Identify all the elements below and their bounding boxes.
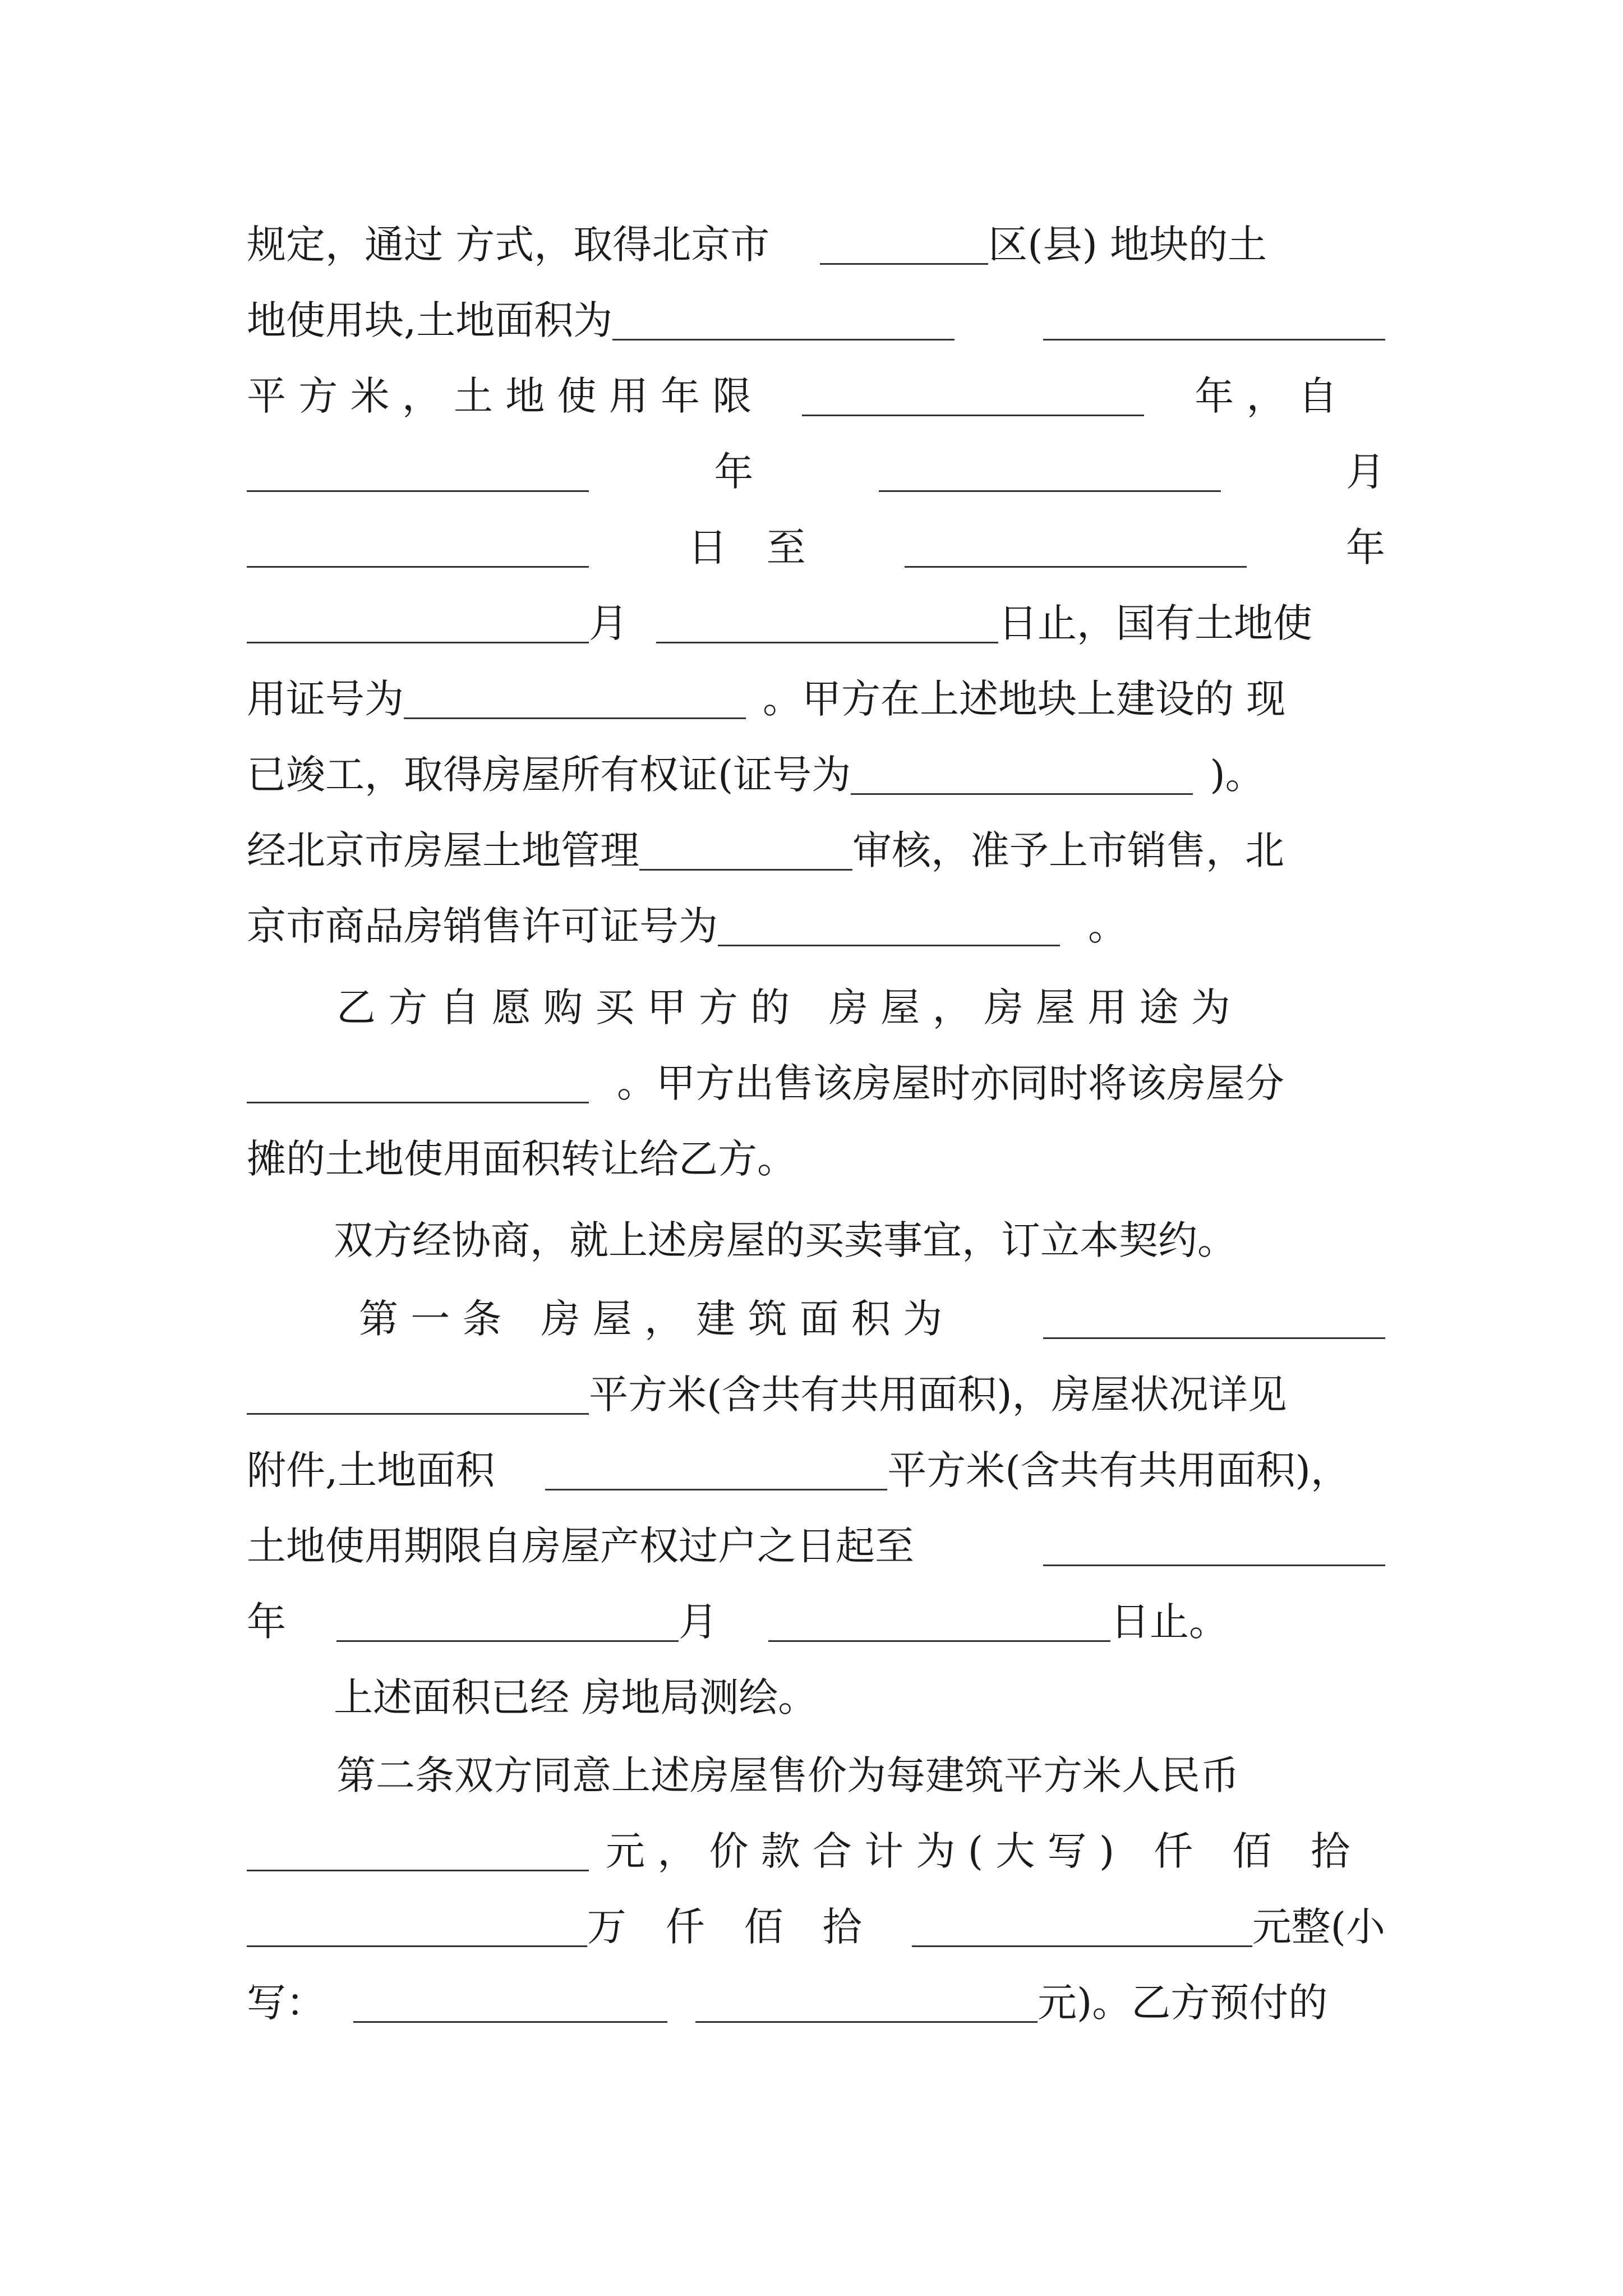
text-segment: 区(县) 地块的土 — [988, 222, 1267, 268]
text-segment: 第二条双方同意上述房屋售价为每建筑平方米人民币 — [336, 1752, 1239, 1798]
line-20 — [334, 1667, 1385, 1728]
blank-total-uppercase — [247, 1907, 587, 1947]
blank-land-area-2 — [1043, 301, 1385, 341]
text-segment: 京市商品房销售许可证号为 — [247, 903, 718, 949]
blank-term-day — [768, 1602, 1110, 1642]
text-segment: 附件,土地面积 — [247, 1447, 495, 1493]
line-12 — [247, 1052, 1385, 1114]
text-segment: 规定，通过 方式，取得北京市 — [247, 222, 770, 268]
text-segment: 土地使用期限自房屋产权过户之日起至 — [247, 1523, 914, 1569]
text-segment: 已竣工，取得房屋所有权证(证号为 — [247, 752, 851, 798]
blank-building-area — [1043, 1299, 1385, 1339]
line-21 — [336, 1745, 1385, 1806]
line-3 — [247, 365, 1385, 427]
text-segment: 日止，国有土地使 — [998, 600, 1312, 646]
text-segment: 平方米(含共有共用面积)， — [887, 1447, 1350, 1493]
text-segment: 元 ， 价 款 合 计 为 ( 大 写 ) 仟 佰 拾 — [606, 1828, 1350, 1874]
text-segment: 平方米(含共有共用面积)，房屋状况详见 — [589, 1372, 1287, 1418]
line-11 — [336, 977, 1385, 1038]
text-segment: 双方经协商，就上述房屋的买卖事宜，订立本契约。 — [334, 1217, 1237, 1263]
line-2 — [247, 289, 1385, 351]
line-5 — [247, 517, 1385, 578]
line-23 — [247, 1896, 1385, 1958]
line-18 — [247, 1515, 1385, 1577]
line-8 — [247, 744, 1385, 806]
line-17 — [247, 1439, 1385, 1501]
blank-total-uppercase-2 — [912, 1907, 1252, 1947]
blank-from-year — [247, 452, 589, 492]
blank-land-cert-no — [404, 679, 746, 719]
text-segment: 。甲方出售该房屋时亦同时将该房屋分 — [617, 1060, 1284, 1106]
line-7 — [247, 668, 1385, 730]
text-segment: 年 — [714, 449, 754, 495]
blank-to-day — [656, 604, 998, 643]
blank-unit-price — [247, 1832, 589, 1871]
text-segment: 月 — [589, 600, 628, 646]
blank-land-area — [612, 301, 955, 341]
text-segment: 万 仟 佰 拾 — [587, 1904, 862, 1950]
text-segment: 审核，准予上市销售，北 — [852, 827, 1284, 873]
blank-term-year — [1043, 1526, 1385, 1566]
text-segment: 日止。 — [1110, 1599, 1228, 1645]
text-segment: 上述面积已经 房地局测绘。 — [334, 1674, 818, 1720]
blank-land-term — [802, 376, 1144, 416]
text-segment: 。甲方在上述地块上建设的 现 — [763, 676, 1286, 722]
text-segment: 月 — [679, 1599, 718, 1645]
text-segment: 平 方 米 ， 土 地 使 用 年 限 — [247, 373, 752, 419]
blank-to-month — [247, 604, 589, 643]
text-segment: 元整(小 — [1252, 1904, 1385, 1950]
text-segment: 乙 方 自 愿 购 买 甲 方 的 房 屋 ， 房 屋 用 途 为 — [336, 984, 1230, 1030]
line-19 — [247, 1591, 1385, 1653]
line-6 — [247, 592, 1385, 654]
blank-land-area-share — [545, 1451, 887, 1490]
blank-from-month — [879, 452, 1221, 492]
text-segment: 日 至 — [688, 524, 806, 570]
blank-from-day — [247, 528, 589, 568]
text-segment: 用证号为 — [247, 676, 404, 722]
line-16 — [247, 1364, 1385, 1425]
text-segment: 地使用块,土地面积为 — [247, 297, 613, 343]
line-15 — [359, 1288, 1385, 1350]
blank-sale-permit-no — [718, 907, 1060, 946]
blank-total-lowercase — [353, 1983, 667, 2023]
line-24 — [247, 1972, 1385, 2033]
text-segment: 写： — [247, 1980, 325, 2026]
blank-to-year — [905, 528, 1247, 568]
blank-district — [820, 225, 988, 265]
line-1 — [247, 214, 1385, 275]
blank-ownership-cert-no — [851, 755, 1193, 795]
text-segment: 年 — [1345, 524, 1385, 570]
line-9 — [247, 820, 1385, 881]
text-segment: 元)。乙方预付的 — [1038, 1980, 1328, 2026]
text-segment: 。 — [1088, 903, 1127, 949]
blank-usage — [247, 1064, 589, 1103]
text-segment: 月 — [1345, 449, 1385, 495]
line-13 — [247, 1128, 1385, 1190]
blank-authority — [639, 831, 852, 871]
text-segment: )。 — [1210, 752, 1265, 798]
text-segment: 经北京市房屋土地管理 — [247, 827, 639, 873]
text-segment: 摊的土地使用面积转让给乙方。 — [247, 1136, 796, 1182]
text-segment: 年 — [247, 1599, 286, 1645]
line-22 — [247, 1820, 1385, 1882]
line-10 — [247, 895, 1385, 957]
text-segment: 第 一 条 房 屋 ， 建 筑 面 积 为 — [359, 1296, 943, 1342]
blank-term-month — [336, 1602, 679, 1642]
line-14 — [334, 1209, 1385, 1271]
blank-total-lowercase-2 — [695, 1983, 1038, 2023]
blank-building-area-2 — [247, 1375, 589, 1415]
line-4 — [247, 441, 1385, 503]
text-segment: 年 ， 自 — [1195, 373, 1338, 419]
